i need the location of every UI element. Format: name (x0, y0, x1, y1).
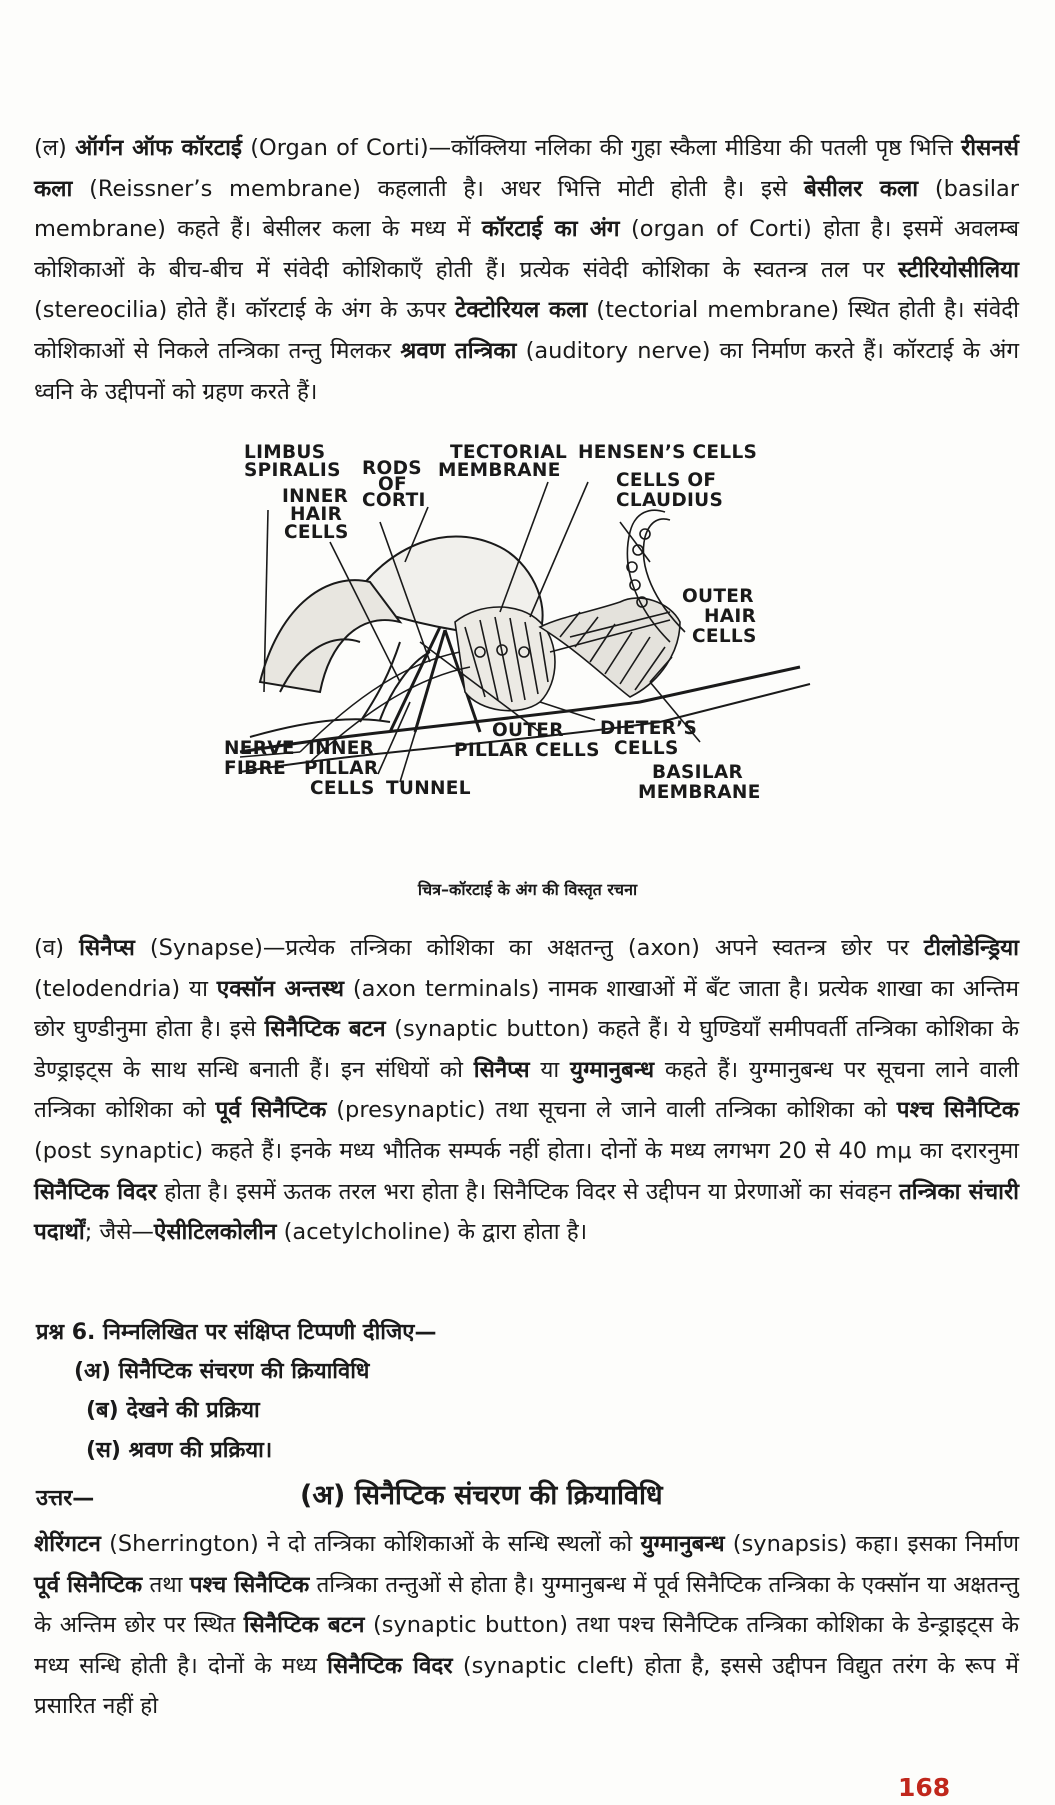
text-run: (ल) (34, 135, 76, 161)
label-limbus-spiralis-1: LIMBUS (244, 442, 326, 463)
bold-term: सिनैप्स (473, 1056, 530, 1083)
bold-term: सिनैप्स (79, 935, 135, 961)
label-rods-of-corti-3: CORTI (362, 490, 426, 511)
label-outer-hair-cells-3: CELLS (692, 626, 757, 647)
bold-term: सिनैप्टिक विदर (327, 1652, 453, 1679)
text-run: (organ of Corti) होता है। इसमें अवलम्ब कोशिकाओं के बीच-बीच में संवेदी कोशिकाएँ होती हैं। प्रत्येक संवेदी कोशिका के स्वतन्त्र तल पर (34, 216, 1019, 283)
text-run: (presynaptic) तथा सूचना ले जाने वाली तन्त्रिका कोशिका को (326, 1097, 897, 1124)
text-run: (synaptic button) तथा पश्च सिनैप्टिक तन्त्रिका कोशिका के डेन्ड्राइट्स के मध्य सन्धि होती है। दोनों के मध्य (34, 1612, 1019, 1679)
organ-of-corti-diagram (224, 442, 820, 872)
bold-term: श्रवण तन्त्रिका (400, 337, 517, 364)
text-run: (Organ of Corti)—कॉक्लिया नलिका की गुहा स्कैला मीडिया की पतली पृष्ठ भित्ति (241, 135, 962, 161)
bold-term: सिनैप्टिक विदर (34, 1178, 157, 1205)
label-dieters-cells-2: CELLS (614, 738, 679, 759)
text-run: कहते हैं। युग्मानुबन्ध पर सूचना लाने वाली तन्त्रिका कोशिका को (34, 1056, 1019, 1124)
label-outer-hair-cells-1: OUTER (682, 586, 754, 607)
text-run: तन्त्रिका तन्तुओं से होता है। युग्मानुबन्ध में पूर्व सिनैप्टिक तन्त्रिका के एक्सॉन या अक्षतन्तु के अन्तिम छोर पर स्थित (34, 1571, 1020, 1639)
text-run: (stereocilia) होते हैं। कॉरटाई के अंग के ऊपर (34, 297, 456, 324)
bold-term: स्टीरियोसीलिया (898, 256, 1019, 283)
bold-term: टेक्टोरियल कला (455, 297, 588, 324)
bold-term: कॉरटाई का अंग (481, 216, 620, 243)
bold-term: सिनैप्टिक बटन (264, 1016, 386, 1043)
label-inner-pillar-cells-2: PILLAR (304, 758, 379, 779)
page-number: 168 (898, 1773, 951, 1802)
question-item-c: (स) श्रवण की प्रक्रिया। (86, 1438, 273, 1463)
bold-term: शेरिंगटन (34, 1531, 101, 1557)
text-run: (Sherrington) ने दो तन्त्रिका कोशिकाओं के सन्धि स्थलों को (100, 1531, 641, 1557)
text-run: (post synaptic) कहते हैं। इनके मध्य भौतिक सम्पर्क नहीं होता। दोनों के मध्य लगभग 20 से 40 mμ का दरारनुमा (34, 1137, 1019, 1164)
paragraph-answer (34, 1524, 1019, 1727)
label-outer-hair-cells-2: HAIR (704, 606, 757, 627)
label-cells-of-claudius-1: CELLS OF (616, 470, 717, 491)
text-run: (Reissner’s membrane) कहलाती है। अधर भित्ति मोटी होती है। इसे (72, 175, 804, 202)
label-cells-of-claudius-2: CLAUDIUS (616, 490, 724, 511)
text-run: ; जैसे— (84, 1219, 154, 1246)
bold-term: ऑर्गन ऑफ कॉरटाई (75, 135, 242, 161)
text-run: (axon terminals) नामक शाखाओं में बँट जाता है। प्रत्येक शाखा का अन्तिम छोर घुण्डीनुमा होता है। इसे (34, 975, 1019, 1043)
text-run: (tectorial membrane) स्थित होती है। संवेदी कोशिकाओं से निकले तन्त्रिका तन्तु मिलकर (34, 297, 1019, 364)
label-inner-hair-cells-2: HAIR (290, 504, 343, 525)
label-nerve-fibre-2: FIBRE (224, 758, 287, 779)
organ-of-corti-figure (224, 442, 820, 872)
text-run: (synapsis) कहा। इसका निर्माण (724, 1531, 1020, 1557)
label-basilar-membrane-2: MEMBRANE (638, 782, 761, 803)
label-tectorial-membrane-1: TECTORIAL (450, 442, 568, 463)
paragraph-synapse (34, 928, 1019, 1253)
text-run: (auditory nerve) का निर्माण करते हैं। कॉरटाई के अंग ध्वनि के उद्दीपनों को ग्रहण करते हैं। (34, 337, 1019, 405)
label-dieters-cells-1: DIETER’S (600, 718, 698, 739)
bold-term: सिनैप्टिक बटन (243, 1612, 365, 1639)
label-rods-of-corti-2: OF (378, 474, 407, 495)
text-run: (basilar membrane) कहते हैं। बेसीलर कला के मध्य में (34, 175, 1019, 243)
text-run: या (529, 1056, 571, 1083)
label-hensens-cells: HENSEN’S CELLS (578, 442, 758, 463)
label-inner-hair-cells-1: INNER (282, 486, 349, 507)
label-inner-pillar-cells-1: INNER (308, 738, 375, 759)
label-basilar-membrane-1: BASILAR (652, 762, 744, 783)
bold-term: तन्त्रिका संचारी पदार्थों (34, 1178, 1020, 1246)
question-title: प्रश्न 6. निम्नलिखित पर संक्षिप्त टिप्पणी दीजिए— (36, 1320, 437, 1345)
bold-term: टीलोडेन्ड्रिया (923, 935, 1019, 961)
label-tectorial-membrane-2: MEMBRANE (438, 460, 561, 481)
bold-term: ऐसीटिलकोलीन (153, 1219, 277, 1246)
bold-term: पूर्व सिनैप्टिक (215, 1097, 327, 1124)
answer-label: उत्तर— (36, 1486, 95, 1511)
answer-heading: (अ) सिनैप्टिक संचरण की क्रियाविधि (300, 1480, 663, 1511)
bold-term: युग्मानुबन्ध (640, 1531, 725, 1557)
figure-caption: चित्र–कॉरटाई के अंग की विस्तृत रचना (417, 880, 638, 899)
bold-term: एक्सॉन अन्तस्थ (216, 975, 345, 1002)
bold-term: युग्मानुबन्ध (570, 1056, 655, 1083)
label-outer-pillar-cells-2: PILLAR CELLS (454, 740, 600, 761)
paragraph-organ-of-corti (34, 128, 1019, 412)
label-outer-pillar-cells-1: OUTER (492, 720, 564, 741)
text-run: (acetylcholine) के द्वारा होता है। (276, 1219, 588, 1246)
text-run: (synaptic button) कहते हैं। ये घुण्डियाँ समीपवर्ती तन्त्रिका कोशिका के डेण्ड्राइट्स के साथ सन्धि बनाती हैं। इन संधियों को (34, 1016, 1020, 1083)
question-item-a: (अ) सिनैप्टिक संचरण की क्रियाविधि (74, 1359, 370, 1384)
text-run: तथा (142, 1571, 190, 1598)
text-run: (synaptic cleft) होता है, इससे उद्दीपन विद्युत तरंग के रूप में प्रसारित नहीं हो (34, 1652, 1019, 1720)
bold-term: पश्च सिनैप्टिक (189, 1571, 310, 1598)
bold-term: बेसीलर कला (803, 175, 919, 202)
text-run: (telodendria) या (34, 975, 217, 1002)
bold-term: पश्च सिनैप्टिक (896, 1097, 1019, 1124)
bold-term: रीसनर्स कला (34, 135, 1020, 202)
label-limbus-spiralis-2: SPIRALIS (244, 460, 341, 481)
text-run: (Synapse)—प्रत्येक तन्त्रिका कोशिका का अक्षतन्तु (axon) अपने स्वतन्त्र छोर पर (134, 935, 924, 961)
bold-term: पूर्व सिनैप्टिक (34, 1571, 143, 1598)
label-tunnel: TUNNEL (386, 778, 471, 799)
label-inner-pillar-cells-3: CELLS (310, 778, 375, 799)
text-run: (व) (34, 935, 80, 961)
text-run: होता है। इसमें ऊतक तरल भरा होता है। सिनैप्टिक विदर से उद्दीपन या प्रेरणाओं का संवहन (156, 1178, 899, 1205)
label-rods-of-corti-1: RODS (362, 458, 422, 479)
label-nerve-fibre-1: NERVE (224, 738, 295, 759)
question-item-b: (ब) देखने की प्रक्रिया (86, 1398, 260, 1423)
label-inner-hair-cells-3: CELLS (284, 522, 349, 543)
